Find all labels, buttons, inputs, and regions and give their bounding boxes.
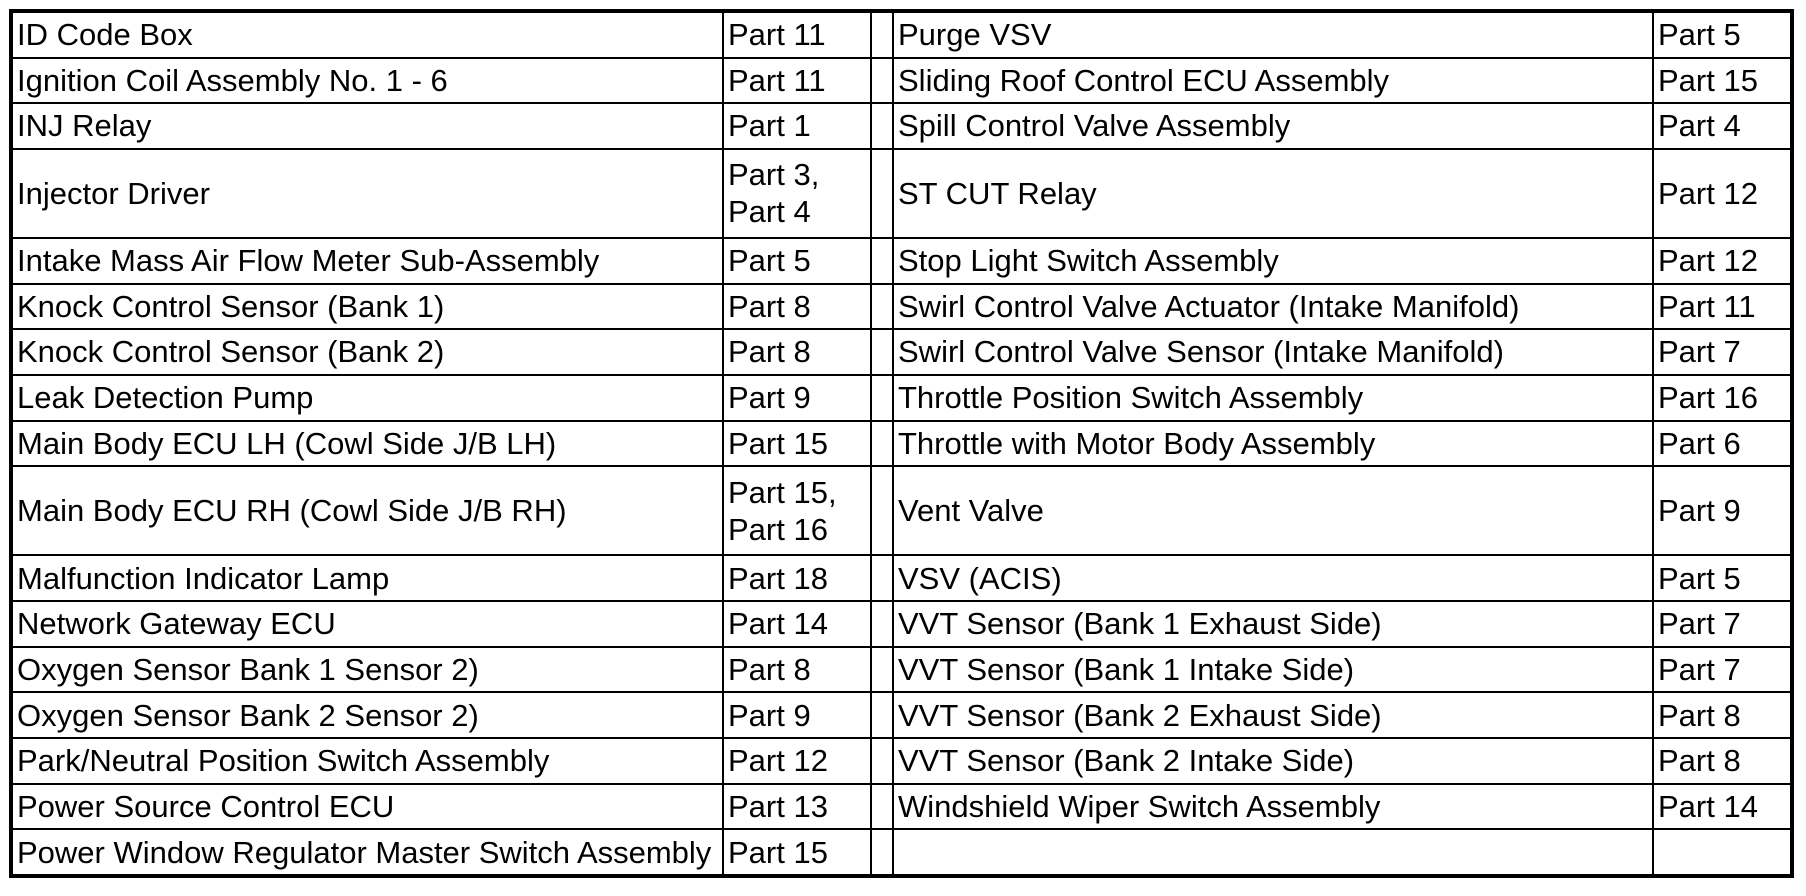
- component-name-right: Sliding Roof Control ECU Assembly: [893, 58, 1653, 104]
- part-reference-right: Part 6: [1653, 421, 1790, 467]
- part-reference-left: Part 11: [723, 58, 871, 104]
- part-reference-left: Part 3, Part 4: [723, 149, 871, 238]
- table-row: [13, 149, 1790, 238]
- component-name-right: Purge VSV: [893, 13, 1653, 58]
- part-reference-left: Part 14: [723, 601, 871, 647]
- part-reference-left: Part 8: [723, 284, 871, 330]
- part-reference-right: Part 5: [1653, 13, 1790, 58]
- part-reference-right: Part 5: [1653, 555, 1790, 601]
- part-reference-left: Part 8: [723, 329, 871, 375]
- column-gap: [871, 58, 893, 104]
- part-reference-left: Part 8: [723, 647, 871, 693]
- component-name-left: Main Body ECU LH (Cowl Side J/B LH): [13, 421, 723, 467]
- part-reference-left: Part 9: [723, 375, 871, 421]
- component-name-right: ST CUT Relay: [893, 149, 1653, 238]
- component-name-left: Oxygen Sensor Bank 1 Sensor 2): [13, 647, 723, 693]
- part-reference-left: Part 15: [723, 829, 871, 874]
- column-gap: [871, 284, 893, 330]
- component-name-right: VVT Sensor (Bank 2 Intake Side): [893, 738, 1653, 784]
- table-row: [13, 692, 1790, 738]
- table-row: [13, 103, 1790, 149]
- column-gap: [871, 421, 893, 467]
- component-name-left: Oxygen Sensor Bank 2 Sensor 2): [13, 692, 723, 738]
- table-body: [13, 13, 1790, 874]
- component-name-left: Knock Control Sensor (Bank 2): [13, 329, 723, 375]
- table-row: [13, 238, 1790, 284]
- component-name-left: Ignition Coil Assembly No. 1 - 6: [13, 58, 723, 104]
- part-reference-left: Part 18: [723, 555, 871, 601]
- component-name-right: VVT Sensor (Bank 2 Exhaust Side): [893, 692, 1653, 738]
- component-name-left: Network Gateway ECU: [13, 601, 723, 647]
- part-reference-left: Part 11: [723, 13, 871, 58]
- part-reference-right: Part 14: [1653, 784, 1790, 830]
- table-row: [13, 647, 1790, 693]
- component-name-right: Stop Light Switch Assembly: [893, 238, 1653, 284]
- component-name-left: Power Window Regulator Master Switch Assembly: [13, 829, 723, 874]
- column-gap: [871, 647, 893, 693]
- table-row: [13, 829, 1790, 874]
- part-reference-right: Part 16: [1653, 375, 1790, 421]
- component-name-left: Injector Driver: [13, 149, 723, 238]
- part-reference-left: Part 9: [723, 692, 871, 738]
- table-row: [13, 58, 1790, 104]
- part-reference-right: Part 7: [1653, 329, 1790, 375]
- component-name-right: Throttle Position Switch Assembly: [893, 375, 1653, 421]
- part-reference-right: Part 9: [1653, 466, 1790, 555]
- parts-location-table: [9, 9, 1794, 878]
- component-name-left: Intake Mass Air Flow Meter Sub-Assembly: [13, 238, 723, 284]
- column-gap: [871, 13, 893, 58]
- part-reference-left: Part 1: [723, 103, 871, 149]
- column-gap: [871, 329, 893, 375]
- component-name-right: Swirl Control Valve Actuator (Intake Manifold): [893, 284, 1653, 330]
- table-row: [13, 738, 1790, 784]
- component-name-right: VSV (ACIS): [893, 555, 1653, 601]
- column-gap: [871, 784, 893, 830]
- part-reference-right: Part 8: [1653, 692, 1790, 738]
- component-name-left: Knock Control Sensor (Bank 1): [13, 284, 723, 330]
- table-row: [13, 13, 1790, 58]
- column-gap: [871, 238, 893, 284]
- part-reference-left: Part 15, Part 16: [723, 466, 871, 555]
- column-gap: [871, 375, 893, 421]
- component-name-left: Malfunction Indicator Lamp: [13, 555, 723, 601]
- part-reference-right: [1653, 829, 1790, 874]
- part-reference-right: Part 7: [1653, 601, 1790, 647]
- part-reference-left: Part 5: [723, 238, 871, 284]
- component-name-right: Swirl Control Valve Sensor (Intake Manifold): [893, 329, 1653, 375]
- part-reference-right: Part 11: [1653, 284, 1790, 330]
- component-name-left: Power Source Control ECU: [13, 784, 723, 830]
- table-row: [13, 601, 1790, 647]
- component-name-right: VVT Sensor (Bank 1 Exhaust Side): [893, 601, 1653, 647]
- table-row: [13, 284, 1790, 330]
- column-gap: [871, 555, 893, 601]
- table-row: [13, 555, 1790, 601]
- table-row: [13, 329, 1790, 375]
- component-name-right: Throttle with Motor Body Assembly: [893, 421, 1653, 467]
- part-reference-left: Part 12: [723, 738, 871, 784]
- table-row: [13, 784, 1790, 830]
- part-reference-right: Part 12: [1653, 238, 1790, 284]
- parts-index-table: [13, 13, 1790, 874]
- component-name-right: Spill Control Valve Assembly: [893, 103, 1653, 149]
- column-gap: [871, 103, 893, 149]
- part-reference-right: Part 4: [1653, 103, 1790, 149]
- part-reference-left: Part 13: [723, 784, 871, 830]
- part-reference-right: Part 8: [1653, 738, 1790, 784]
- column-gap: [871, 149, 893, 238]
- component-name-left: Park/Neutral Position Switch Assembly: [13, 738, 723, 784]
- table-row: [13, 466, 1790, 555]
- part-reference-left: Part 15: [723, 421, 871, 467]
- component-name-left: Leak Detection Pump: [13, 375, 723, 421]
- component-name-left: INJ Relay: [13, 103, 723, 149]
- component-name-right: Vent Valve: [893, 466, 1653, 555]
- column-gap: [871, 829, 893, 874]
- component-name-right: Windshield Wiper Switch Assembly: [893, 784, 1653, 830]
- column-gap: [871, 601, 893, 647]
- component-name-left: Main Body ECU RH (Cowl Side J/B RH): [13, 466, 723, 555]
- column-gap: [871, 466, 893, 555]
- column-gap: [871, 692, 893, 738]
- part-reference-right: Part 7: [1653, 647, 1790, 693]
- component-name-right: VVT Sensor (Bank 1 Intake Side): [893, 647, 1653, 693]
- part-reference-right: Part 12: [1653, 149, 1790, 238]
- table-row: [13, 375, 1790, 421]
- component-name-right: [893, 829, 1653, 874]
- column-gap: [871, 738, 893, 784]
- table-row: [13, 421, 1790, 467]
- part-reference-right: Part 15: [1653, 58, 1790, 104]
- component-name-left: ID Code Box: [13, 13, 723, 58]
